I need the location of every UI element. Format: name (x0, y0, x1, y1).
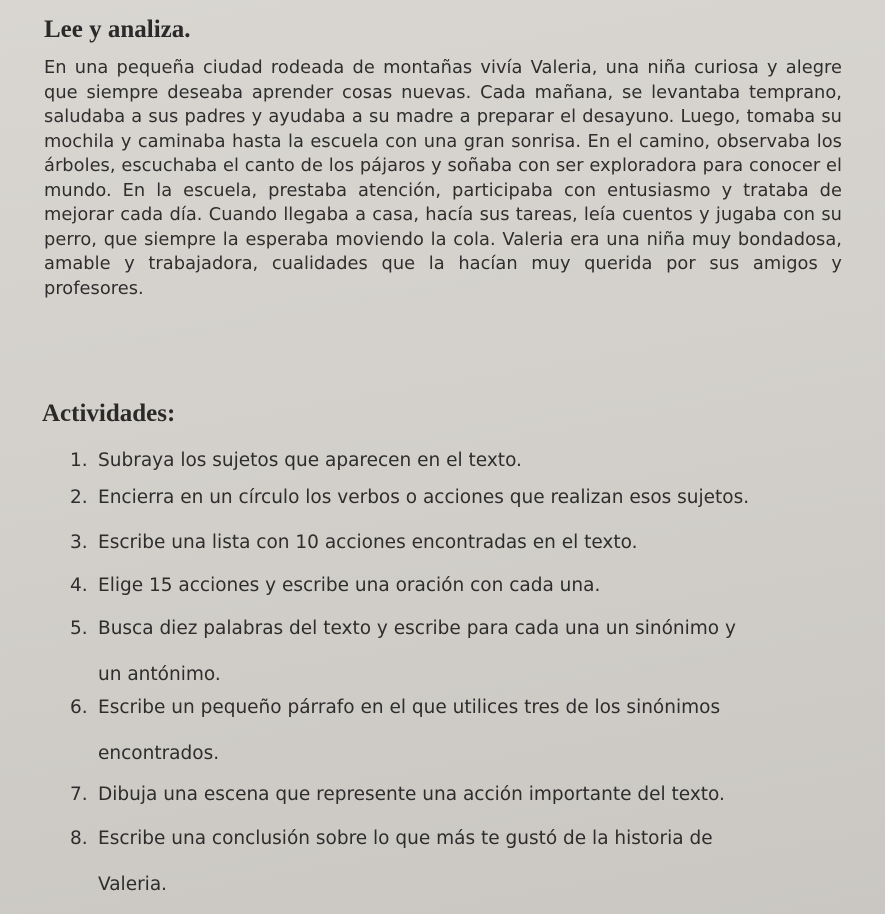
activity-item-4 (70, 563, 860, 609)
activity-item-3 (70, 520, 860, 566)
activity-item-2 (70, 475, 860, 521)
activity-number: 2. (70, 487, 88, 508)
activities-heading: Actividades: (42, 400, 176, 427)
activity-text: Escribe una conclusión sobre lo que más te gustó de la historia de (98, 828, 713, 849)
activity-text: Escribe una lista con 10 acciones encontradas en el texto. (98, 532, 638, 553)
activity-number: 3. (70, 532, 88, 553)
activity-number: 6. (70, 697, 88, 718)
activity-number: 7. (70, 784, 88, 805)
activity-number: 8. (70, 828, 88, 849)
activity-text: Elige 15 acciones y escribe una oración con cada una. (98, 575, 601, 596)
activity-item-8 (70, 816, 860, 908)
activity-number: 1. (70, 450, 88, 471)
activity-number: 5. (70, 618, 88, 639)
page-title: Lee y analiza. (44, 16, 191, 43)
story-paragraph: En una pequeña ciudad rodeada de montañas vivía Valeria, una niña curiosa y alegre que siempre deseaba aprender cosas nuevas. Cada mañana, se levantaba temprano, saludaba a sus padres y ayudaba a su madre a preparar el desayuno. Luego, tomaba su mochila y caminaba hasta la escuela con una gran sonrisa. En el camino, observaba los árboles, escuchaba el canto de los pájaros y soñaba con ser exploradora para conocer el mundo. En la escuela, prestaba atención, participaba con entusiasmo y trataba de mejorar cada día. Cuando llegaba a casa, hacía sus tareas, leía cuentos y jugaba con su perro, que siempre la esperaba moviendo la cola. Valeria era una niña muy bondadosa, amable y trabajadora, cualidades que la hacían muy querida por sus amigos y profesores. (44, 57, 842, 299)
activity-item-7 (70, 772, 860, 818)
activity-text-continued: Valeria. (98, 874, 168, 895)
activity-item-6 (70, 685, 860, 777)
activity-text: Escribe un pequeño párrafo en el que utilices tres de los sinónimos (98, 697, 721, 718)
activity-text: Subraya los sujetos que aparecen en el texto. (98, 450, 522, 471)
activity-text: Encierra en un círculo los verbos o acciones que realizan esos sujetos. (98, 487, 750, 508)
activity-text-continued: un antónimo. (98, 664, 221, 685)
activity-text: Busca diez palabras del texto y escribe para cada una un sinónimo y (98, 618, 736, 639)
activity-text: Dibuja una escena que represente una acción importante del texto. (98, 784, 725, 805)
activity-text-continued: encontrados. (98, 743, 220, 764)
activity-number: 4. (70, 575, 88, 596)
